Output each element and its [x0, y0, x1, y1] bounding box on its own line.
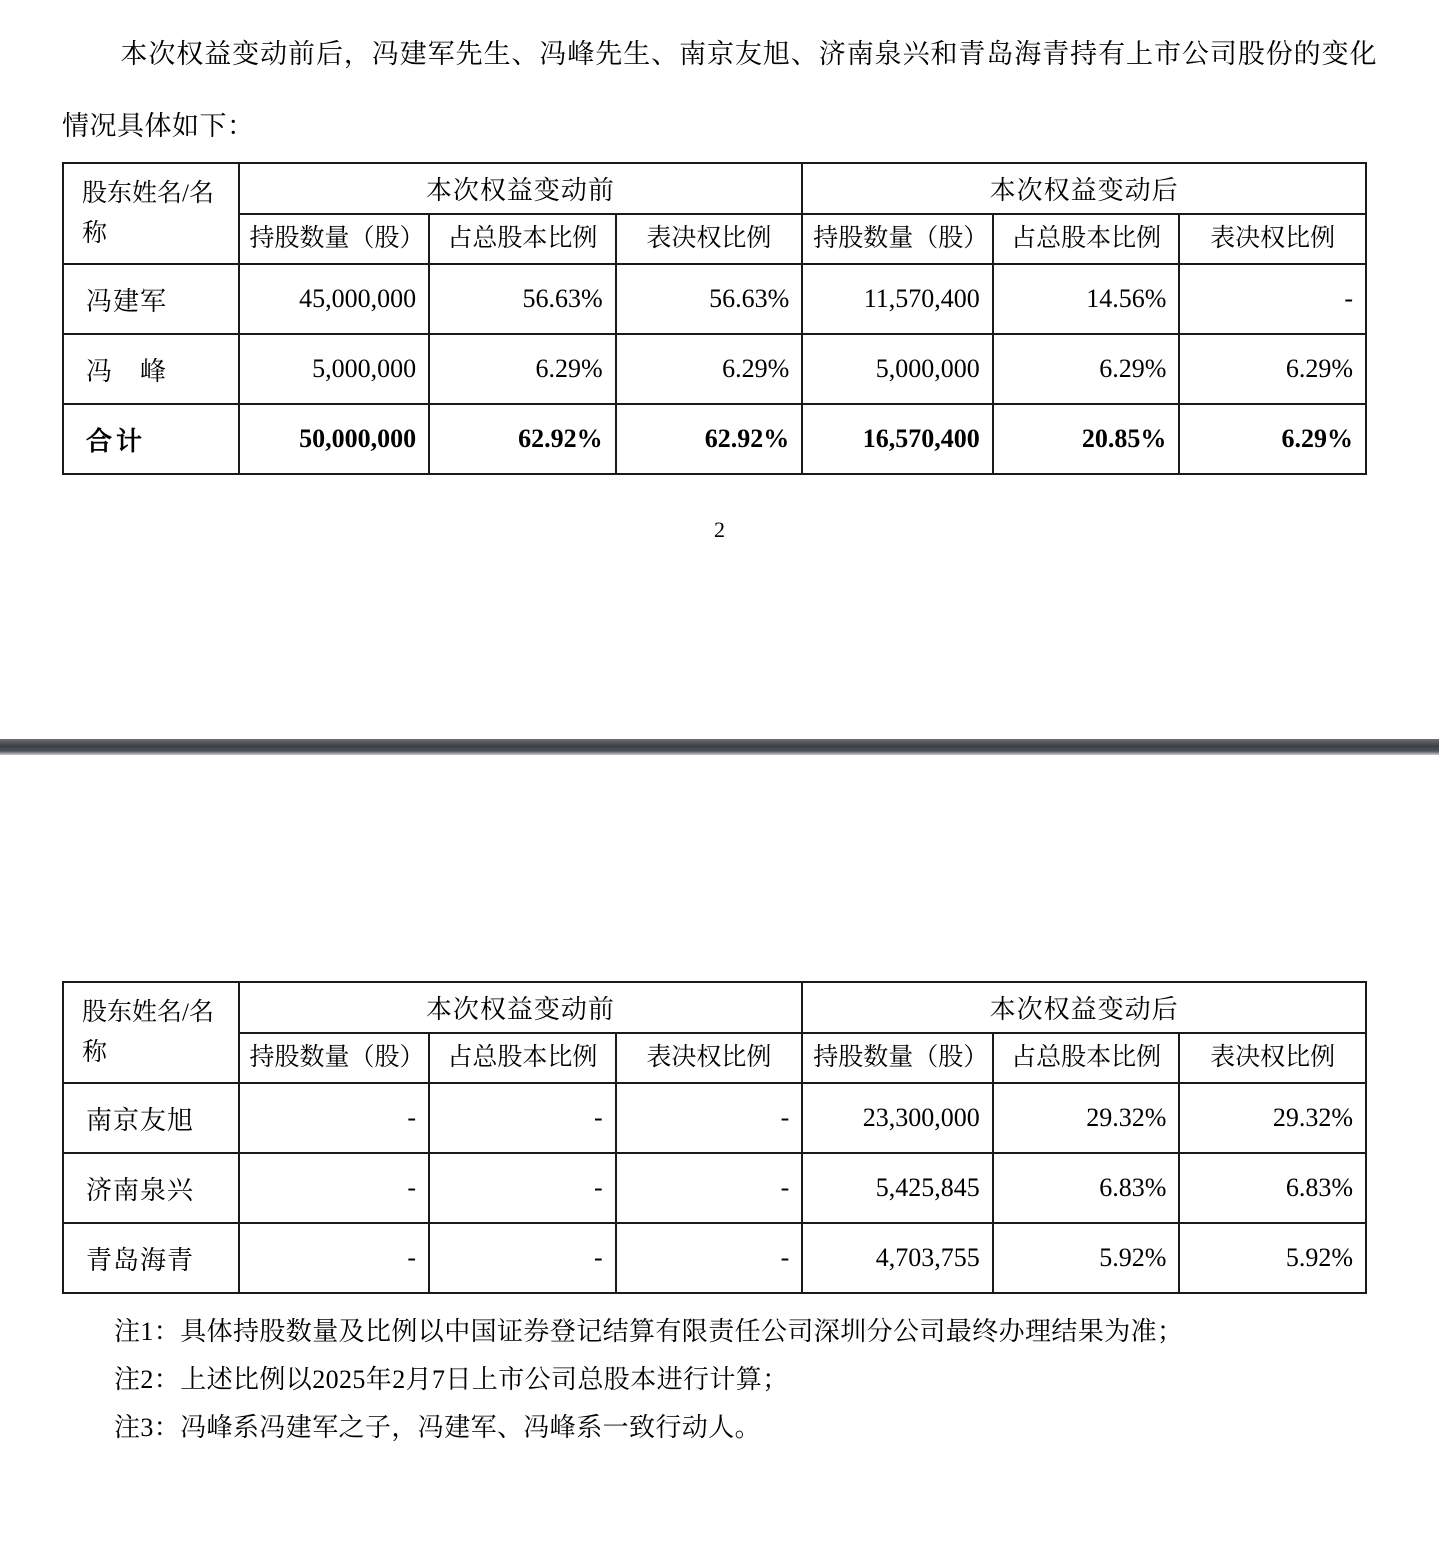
- table1-row1-shares-after: 11,570,400: [802, 264, 993, 334]
- table2-row2-shares-before: -: [239, 1153, 430, 1223]
- table1-row1-vote-before: 56.63%: [616, 264, 803, 334]
- table2-subheader-pct-after: 占总股本比例: [993, 1033, 1180, 1083]
- table1-total-name: 合计: [63, 404, 239, 474]
- table1-subheader-shares-before: 持股数量（股）: [239, 214, 430, 264]
- table-row: [63, 1083, 1366, 1153]
- table1-row1-pct-before: 56.63%: [429, 264, 616, 334]
- table2-row2-vote-before: -: [616, 1153, 803, 1223]
- table1-header-after: 本次权益变动后: [802, 163, 1366, 214]
- table-row: [63, 264, 1366, 334]
- note-1-text: 注1：具体持股数量及比例以中国证券登记结算有限责任公司深圳分公司最终办理结果为准；: [114, 1317, 1184, 1346]
- table2-subheader-vote-before: 表决权比例: [616, 1033, 803, 1083]
- page-number: 2: [714, 517, 725, 542]
- table1-total-shares-after: 16,570,400: [802, 404, 993, 474]
- table1-row1-vote-after: -: [1179, 264, 1366, 334]
- table2-row3-vote-before: -: [616, 1223, 803, 1293]
- table2-row1-vote-before: -: [616, 1083, 803, 1153]
- table2-row1-shares-before: -: [239, 1083, 430, 1153]
- table-row: [63, 1223, 1366, 1293]
- note-1: [62, 1308, 1377, 1356]
- table1-total-shares-before: 50,000,000: [239, 404, 430, 474]
- paragraph-text: 本次权益变动前后，冯建军先生、冯峰先生、南京友旭、济南泉兴和青岛海青持有上市公司股份的变化情况具体如下：: [62, 39, 1377, 141]
- table2-row2-pct-after: 6.83%: [993, 1153, 1180, 1223]
- note-3-text: 注3：冯峰系冯建军之子，冯建军、冯峰系一致行动人。: [114, 1413, 762, 1442]
- equity-change-table-1: [62, 162, 1367, 475]
- table1-total-pct-after: 20.85%: [993, 404, 1180, 474]
- table2-header-name: 股东姓名/名称: [63, 982, 239, 1083]
- table2-header-row-1: [63, 982, 1366, 1033]
- table1-header-row-1: [63, 163, 1366, 214]
- page-separator: [0, 739, 1439, 755]
- table2-row3-vote-after: 5.92%: [1179, 1223, 1366, 1293]
- table2-row2-vote-after: 6.83%: [1179, 1153, 1366, 1223]
- table1-total-vote-after: 6.29%: [1179, 404, 1366, 474]
- table2-header-row-2: [63, 1033, 1366, 1083]
- table1-subheader-shares-after: 持股数量（股）: [802, 214, 993, 264]
- table2-row2-shares-after: 5,425,845: [802, 1153, 993, 1223]
- note-2: [62, 1356, 1377, 1404]
- page-top-space: [0, 755, 1439, 981]
- table2-header-before: 本次权益变动前: [239, 982, 803, 1033]
- table2-row1-name: 南京友旭: [63, 1083, 239, 1153]
- table1-subheader-vote-after: 表决权比例: [1179, 214, 1366, 264]
- table2-subheader-shares-after: 持股数量（股）: [802, 1033, 993, 1083]
- table2-row1-pct-before: -: [429, 1083, 616, 1153]
- table2-row3-name: 青岛海青: [63, 1223, 239, 1293]
- intro-paragraph: [0, 0, 1439, 162]
- table1-row2-pct-after: 6.29%: [993, 334, 1180, 404]
- table1-total-vote-before: 62.92%: [616, 404, 803, 474]
- table1-wrapper: [0, 162, 1439, 475]
- table-row: [63, 334, 1366, 404]
- equity-change-table-2: [62, 981, 1367, 1294]
- table1-row1-shares-before: 45,000,000: [239, 264, 430, 334]
- table-row-total: [63, 404, 1366, 474]
- table2-row2-name: 济南泉兴: [63, 1153, 239, 1223]
- table1-row1-name: 冯建军: [63, 264, 239, 334]
- table1-total-pct-before: 62.92%: [429, 404, 616, 474]
- table1-header-before: 本次权益变动前: [239, 163, 803, 214]
- table2-row1-pct-after: 29.32%: [993, 1083, 1180, 1153]
- table1-row2-pct-before: 6.29%: [429, 334, 616, 404]
- table2-wrapper: [0, 981, 1439, 1294]
- table2-subheader-vote-after: 表决权比例: [1179, 1033, 1366, 1083]
- table2-row3-pct-after: 5.92%: [993, 1223, 1180, 1293]
- table1-subheader-pct-after: 占总股本比例: [993, 214, 1180, 264]
- table2-subheader-pct-before: 占总股本比例: [429, 1033, 616, 1083]
- table2-row1-shares-after: 23,300,000: [802, 1083, 993, 1153]
- table1-subheader-vote-before: 表决权比例: [616, 214, 803, 264]
- note-2-text: 注2：上述比例以2025年2月7日上市公司总股本进行计算；: [114, 1365, 789, 1394]
- table2-row1-vote-after: 29.32%: [1179, 1083, 1366, 1153]
- table2-row3-shares-after: 4,703,755: [802, 1223, 993, 1293]
- table1-row2-shares-after: 5,000,000: [802, 334, 993, 404]
- table2-subheader-shares-before: 持股数量（股）: [239, 1033, 430, 1083]
- table1-header-name: 股东姓名/名称: [63, 163, 239, 264]
- note-3: [62, 1404, 1377, 1452]
- table1-subheader-pct-before: 占总股本比例: [429, 214, 616, 264]
- table2-row3-shares-before: -: [239, 1223, 430, 1293]
- table2-row2-pct-before: -: [429, 1153, 616, 1223]
- table1-row2-vote-after: 6.29%: [1179, 334, 1366, 404]
- table1-row1-pct-after: 14.56%: [993, 264, 1180, 334]
- table1-row2-name: 冯 峰: [63, 334, 239, 404]
- table2-header-after: 本次权益变动后: [802, 982, 1366, 1033]
- table1-row2-shares-before: 5,000,000: [239, 334, 430, 404]
- table2-row3-pct-before: -: [429, 1223, 616, 1293]
- notes-block: [0, 1294, 1439, 1452]
- table-row: [63, 1153, 1366, 1223]
- table1-header-row-2: [63, 214, 1366, 264]
- page-break-space: [0, 543, 1439, 739]
- table1-row2-vote-before: 6.29%: [616, 334, 803, 404]
